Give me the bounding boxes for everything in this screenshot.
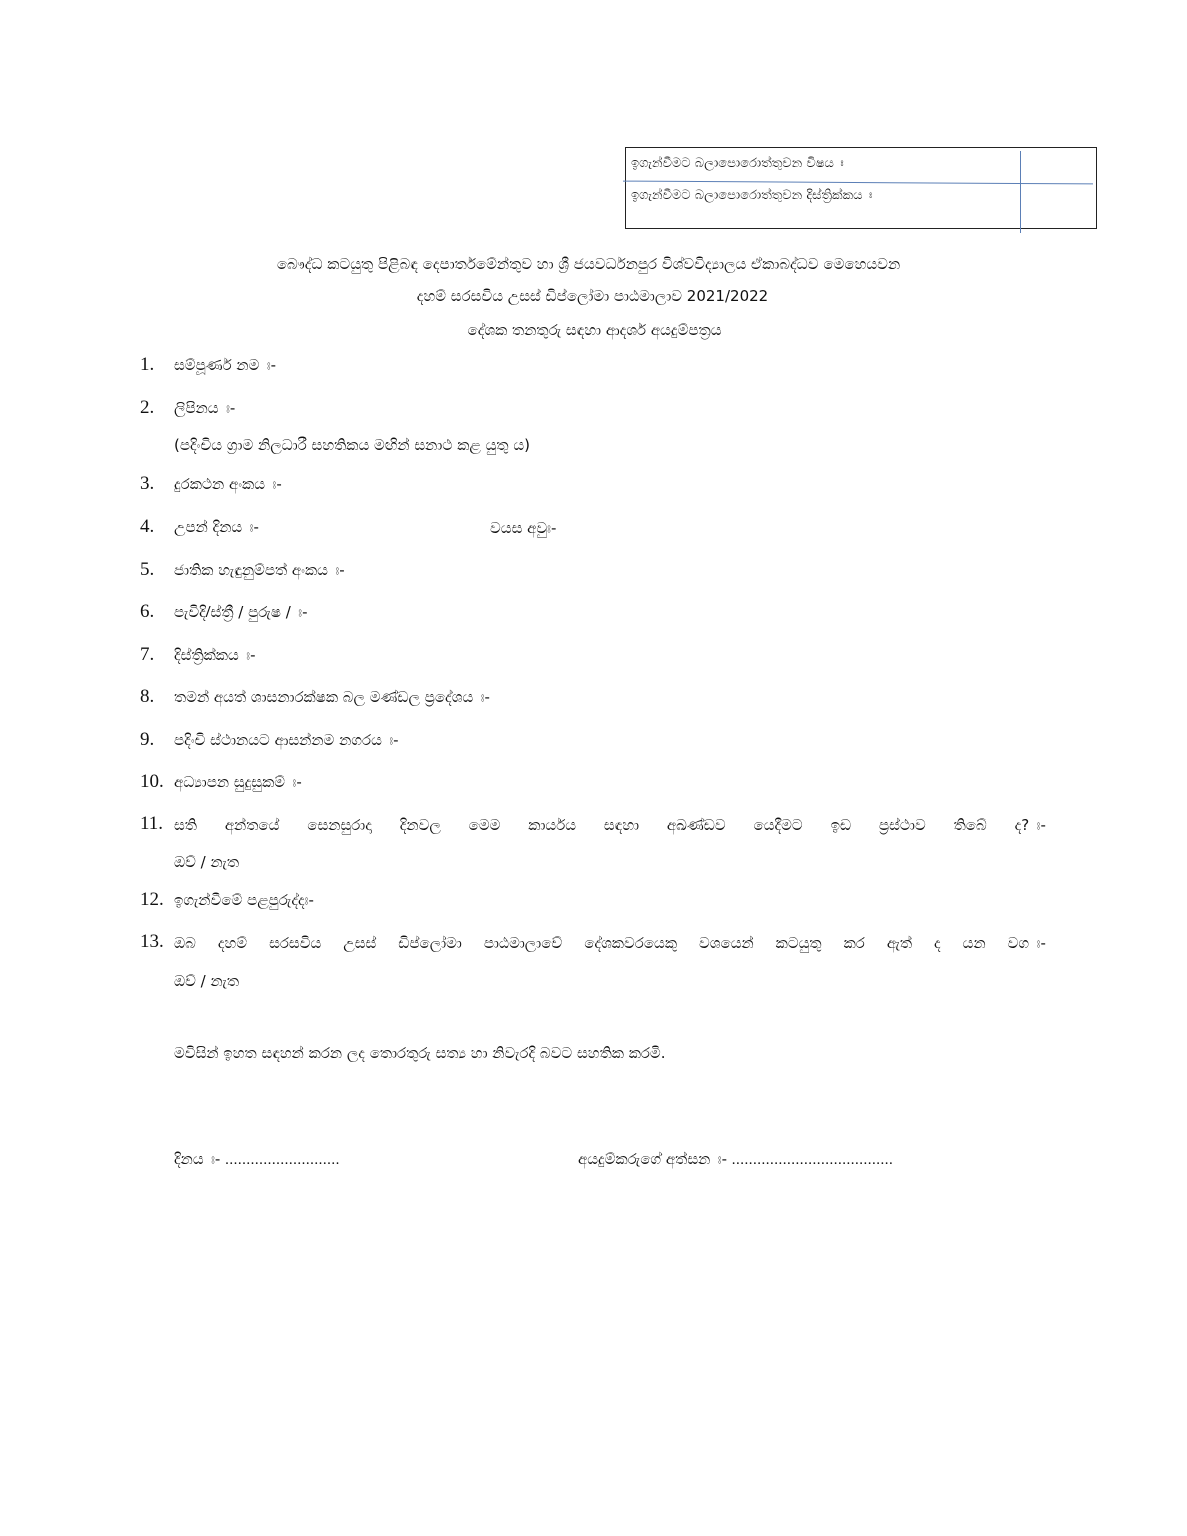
weekend-answer: ඔව් / නැත xyxy=(174,853,240,871)
age-label: වයස අවුඃ- xyxy=(490,519,557,537)
item-weekend-availability xyxy=(140,813,174,835)
item-number: 3. xyxy=(140,473,155,494)
item-education xyxy=(140,771,302,793)
question-word: කර xyxy=(843,934,865,952)
item-label: උපන් දිනය ඃ- xyxy=(174,518,259,536)
weekend-question xyxy=(174,816,1046,834)
item-phone xyxy=(140,473,282,495)
question-word: මෙම xyxy=(468,816,501,834)
question-word: සෙනසුරාදා xyxy=(307,816,372,834)
question-word: කටයුතු xyxy=(775,934,822,952)
item-label-slash: / xyxy=(205,602,211,621)
question-word: වග ඃ- xyxy=(1007,934,1046,952)
item-label: සම්පූර්ණ නම ඃ- xyxy=(174,356,277,374)
question-word: තිබේ xyxy=(953,816,987,834)
item-number: 9. xyxy=(140,729,155,750)
box-district-label: ඉගැන්වීමට බලාපොරොත්තුවන දිස්ත්‍රික්කය ඃ xyxy=(631,188,873,203)
box-subject-label: ඉගැන්වීමට බලාපොරොත්තුවන විෂය ඃ xyxy=(631,156,844,171)
header-line-3: දේශක තනතුරු සඳහා ආදර්ශ අයදුම්පත්‍රය xyxy=(467,321,722,339)
item-label-gender: ස්ත්‍රී / පුරුෂ / ඃ- xyxy=(210,603,308,621)
item-number: 7. xyxy=(140,644,155,665)
item-label: දුරකථන අංකය ඃ- xyxy=(174,475,282,493)
item-number: 8. xyxy=(140,686,155,707)
question-word: ද? ඃ- xyxy=(1014,816,1046,834)
question-word: දේශකවරයෙකු xyxy=(584,934,677,952)
question-word: අන්තයේ xyxy=(224,816,280,834)
item-number: 4. xyxy=(140,516,155,537)
date-label: දිනය ඃ- xyxy=(174,1150,221,1168)
subject-district-box xyxy=(625,147,1097,229)
question-word: දිනවල xyxy=(399,816,441,834)
item-number: 11. xyxy=(140,813,164,834)
item-status xyxy=(140,601,307,623)
header-line-2: දහම් සරසවිය උසස් ඩිප්ලෝමා පාඨමාලාව 2021/2022 xyxy=(416,287,769,305)
declaration-text: මවිසින් ඉහත සඳහන් කරන ලද තොරතුරු සත්‍ය හා නිවැරදි බවට සහතික කරමි. xyxy=(174,1044,666,1062)
question-word: යෙදීමට xyxy=(753,816,803,834)
header-line-1: බෞද්ධ කටයුතු පිළිබඳ දෙපාර්තමේන්තුව හා ශ්‍රී ජයවර්ධනපුර විශ්වවිද්‍යාලය ඒකාබද්ධව මෙහෙයවන xyxy=(276,255,901,273)
item-number: 1. xyxy=(140,354,155,375)
item-birth-date xyxy=(140,516,259,538)
item-number: 12. xyxy=(140,889,164,910)
question-word: උසස් xyxy=(343,934,377,952)
previous-lecturer-question xyxy=(174,934,1046,952)
question-word: ප්‍රස්ථාව xyxy=(878,816,926,834)
signature-dotted-line: ...................................... xyxy=(731,1152,894,1168)
question-word: සරසවිය xyxy=(269,934,322,952)
item-label: අධ්‍යාපන සුදුසුකම් ඃ- xyxy=(174,773,302,791)
item-label: දිස්ත්‍රික්කය ඃ- xyxy=(174,646,256,664)
question-word: වශයෙන් xyxy=(698,934,754,952)
item-label: ජාතික හැඳුනුම්පත් අංකය ඃ- xyxy=(174,561,345,579)
previous-lecturer-answer: ඔව් / නැත xyxy=(174,972,240,990)
question-word: පාඨමාලාවේ xyxy=(483,934,563,952)
date-field xyxy=(174,1150,340,1169)
box-vertical-divider xyxy=(1020,151,1021,233)
item-sasanarakshaka-area xyxy=(140,686,490,708)
item-previous-lecturer xyxy=(140,931,174,953)
question-word: යන xyxy=(962,934,986,952)
question-word: කාර්යය xyxy=(528,816,577,834)
question-word: සඳහා xyxy=(603,816,640,834)
item-nic xyxy=(140,559,345,581)
question-word: ඉඩ xyxy=(830,816,852,834)
item-teaching-experience xyxy=(140,889,314,911)
question-word: ඩිප්ලෝමා xyxy=(398,934,462,952)
item-district xyxy=(140,644,256,666)
item-label-ordained: පැවිදි xyxy=(174,603,206,621)
item-address xyxy=(140,397,235,419)
address-note: (පදිංචිය ග්‍රාම නිලධාරී සහතිකය මඟින් සනාථ කළ යුතු ය) xyxy=(174,436,530,454)
question-word: ඔබ xyxy=(174,934,196,952)
item-label: ලිපිනය ඃ- xyxy=(174,399,236,417)
item-number: 13. xyxy=(140,931,164,952)
question-word: ද xyxy=(934,934,941,952)
question-word: ඇත් xyxy=(886,934,913,952)
item-full-name xyxy=(140,354,276,376)
item-label: තමන් අයත් ශාසනාරක්ෂක බල මණ්ඩල ප්‍රදේශය ඃ- xyxy=(174,688,490,706)
question-word: සති xyxy=(174,816,197,834)
item-number: 5. xyxy=(140,559,155,580)
item-label: ඉගැන්වීමේ පළපුරුද්දඃ- xyxy=(174,891,314,909)
signature-label: අයදුම්කරුගේ අත්සන ඃ- xyxy=(578,1150,728,1168)
item-label: පදිංචි ස්ථානයට ආසන්නම නගරය ඃ- xyxy=(174,731,399,749)
item-nearest-town xyxy=(140,729,399,751)
date-dotted-line: ........................... xyxy=(225,1152,340,1168)
item-number: 6. xyxy=(140,601,155,622)
item-number: 10. xyxy=(140,771,164,792)
question-word: දහම් xyxy=(217,934,248,952)
box-horizontal-divider xyxy=(623,181,1093,185)
question-word: අඛණ්ඩව xyxy=(666,816,726,834)
item-number: 2. xyxy=(140,397,155,418)
signature-field xyxy=(578,1150,893,1169)
